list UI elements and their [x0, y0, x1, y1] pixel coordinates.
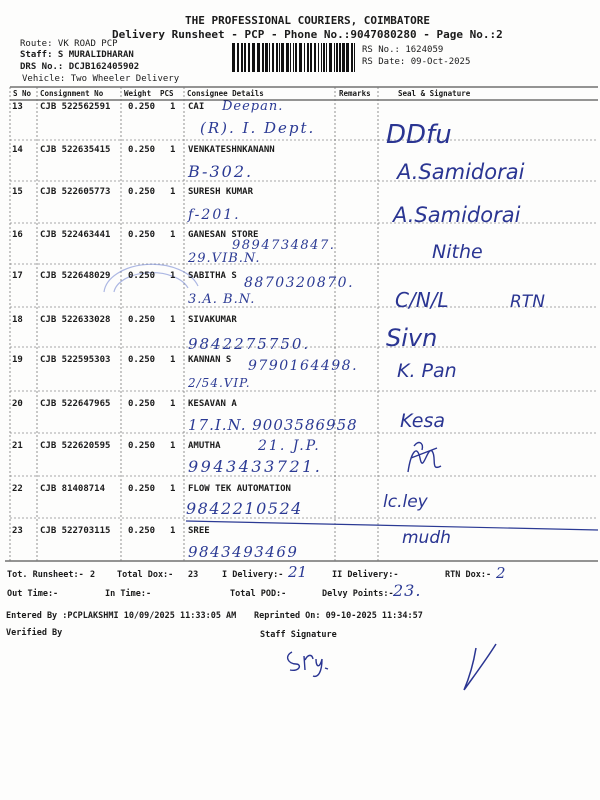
consignment-number: CJB 522648029	[40, 271, 111, 281]
barcode-bar	[286, 43, 289, 72]
pieces: 1	[170, 441, 176, 451]
return-mark: RTN	[510, 292, 545, 312]
weight: 0.250	[128, 484, 156, 494]
signature-scribble-row-21	[408, 443, 441, 472]
pieces: 1	[170, 399, 176, 409]
pieces: 1	[170, 230, 176, 240]
pieces: 1	[170, 526, 176, 536]
i-delivery-handwritten: 21	[288, 563, 308, 581]
handwritten-note: 9843493469	[188, 543, 299, 561]
entered-by: Entered By :PCPLAKSHMI 10/09/2025 11:33:05 AM	[6, 611, 237, 621]
serial-number: 20	[12, 399, 23, 409]
barcode-bar	[326, 43, 327, 72]
barcode-bar	[321, 43, 322, 72]
consignee-name: SIVAKUMAR	[188, 315, 237, 325]
barcode-bar	[269, 43, 270, 72]
weight: 0.250	[128, 441, 156, 451]
serial-number: 13	[12, 102, 23, 112]
serial-number: 14	[12, 145, 23, 155]
route: Route: VK ROAD PCP	[20, 39, 118, 49]
barcode-bar	[329, 43, 332, 72]
weight: 0.250	[128, 187, 156, 197]
weight: 0.250	[128, 526, 156, 536]
total-dox-label: Total Dox:-	[117, 570, 174, 580]
barcode-bar	[276, 43, 278, 72]
barcode-bar	[232, 43, 235, 72]
barcode-bar	[346, 43, 349, 72]
serial-number: 19	[12, 355, 23, 365]
barcode-bar	[304, 43, 305, 72]
consignment-number: CJB 522595303	[40, 355, 111, 365]
ii-delivery-label: II Delivery:-	[332, 570, 399, 580]
consignment-number: CJB 522633028	[40, 315, 111, 325]
receiver-signature: Sivn	[386, 324, 438, 352]
handwritten-note: (R). I. Dept.	[200, 119, 316, 137]
serial-number: 18	[12, 315, 23, 325]
handwritten-note: 17.I.N. 9003586958	[188, 416, 358, 434]
consignment-number: CJB 522605773	[40, 187, 111, 197]
return-mark: C/N/L	[395, 288, 449, 312]
serial-number: 15	[12, 187, 23, 197]
serial-number: 23	[12, 526, 23, 536]
consignee-name: SABITHA S	[188, 271, 237, 281]
total-pod-label: Total POD:-	[230, 589, 287, 599]
serial-number: 22	[12, 484, 23, 494]
verified-by-label: Verified By	[6, 628, 63, 638]
barcode-bar	[252, 43, 255, 72]
pieces: 1	[170, 271, 176, 281]
drs-number: DRS No.: DCJB162405902	[20, 62, 140, 72]
column-header-pcs: PCS	[160, 89, 174, 98]
rtn-dox-label: RTN Dox:-	[445, 570, 492, 580]
delivery-points-handwritten: 23.	[393, 581, 422, 600]
staff-signature-scribble	[288, 652, 328, 676]
barcode-bar	[279, 43, 280, 72]
weight: 0.250	[128, 230, 156, 240]
receiver-signature: A.Samidorai	[393, 203, 521, 227]
i-delivery-label: I Delivery:-	[222, 570, 284, 580]
in-time-label: In Time:-	[105, 589, 152, 599]
pieces: 1	[170, 145, 176, 155]
barcode	[231, 43, 357, 72]
weight: 0.250	[128, 399, 156, 409]
weight: 0.250	[128, 102, 156, 112]
consignee-name: CAI	[188, 102, 205, 112]
total-dox-value: 23	[188, 570, 199, 580]
company-name: THE PROFESSIONAL COURIERS, COIMBATORE	[185, 14, 431, 27]
barcode-bar	[314, 43, 316, 72]
consignee-name: FLOW TEK AUTOMATION	[188, 484, 291, 494]
handwritten-note: Deepan.	[222, 99, 284, 114]
barcode-bar	[244, 43, 246, 72]
handwritten-note: 8870320870.	[244, 275, 355, 291]
consignment-number: CJB 522647965	[40, 399, 111, 409]
barcode-bar	[307, 43, 309, 72]
barcode-bar	[272, 43, 274, 72]
barcode-bar	[318, 43, 319, 72]
barcode-bar	[281, 43, 284, 72]
handwritten-note: f-201.	[188, 207, 241, 223]
column-header-weight: Weight	[124, 89, 152, 98]
pen-stroke	[186, 521, 598, 530]
barcode-bar	[262, 43, 264, 72]
handwritten-note: 2/54.VIP.	[188, 376, 251, 390]
consignee-name: KESAVAN A	[188, 399, 237, 409]
column-header-consignment: Consignment No	[40, 89, 104, 98]
consignment-number: CJB 522635415	[40, 145, 111, 155]
handwritten-note: 9943433721.	[188, 457, 323, 476]
handwritten-note: 29.VIB.N.	[188, 251, 261, 266]
staff-signature-label: Staff Signature	[260, 630, 337, 640]
verification-stroke	[464, 644, 496, 690]
column-header-remarks: Remarks	[339, 89, 371, 98]
barcode-bar	[293, 43, 294, 72]
barcode-bar	[354, 43, 355, 72]
weight: 0.250	[128, 271, 156, 281]
receiver-signature: K. Pan	[397, 360, 457, 382]
handwritten-note: 9842275750.	[188, 335, 311, 353]
handwritten-note: 9842210524	[186, 499, 303, 518]
staff: Staff: S MURALIDHARAN	[20, 50, 134, 60]
barcode-bar	[339, 43, 341, 72]
pieces: 1	[170, 315, 176, 325]
column-header-consignee: Consignee Details	[187, 89, 264, 98]
total-runsheet-value: 2	[90, 570, 96, 580]
vehicle: Vehicle: Two Wheeler Delivery	[22, 74, 180, 84]
barcode-bar	[241, 43, 243, 72]
pieces: 1	[170, 187, 176, 197]
barcode-bar	[237, 43, 239, 72]
pieces: 1	[170, 484, 176, 494]
consignment-number: CJB 522703115	[40, 526, 111, 536]
receiver-signature: lc.ley	[383, 492, 428, 512]
delivery-points-label: Delvy Points:-	[322, 589, 394, 599]
receiver-signature: Nithe	[432, 241, 483, 263]
rtn-dox-handwritten: 2	[496, 564, 506, 582]
receiver-signature: Kesa	[400, 410, 446, 432]
consignee-name: SREE	[188, 526, 210, 536]
column-header-signature: Seal & Signature	[398, 89, 471, 98]
out-time-label: Out Time:-	[7, 589, 59, 599]
barcode-bar	[299, 43, 302, 72]
consignee-name: GANESAN STORE	[188, 230, 259, 240]
weight: 0.250	[128, 315, 156, 325]
consignment-number: CJB 522562591	[40, 102, 111, 112]
consignee-name: VENKATESHNKANANN	[188, 145, 275, 155]
consignment-number: CJB 522463441	[40, 230, 111, 240]
barcode-bar	[351, 43, 353, 72]
total-runsheet-label: Tot. Runsheet:-	[7, 570, 84, 580]
handwritten-note: 9894734847.	[232, 238, 336, 253]
consignment-number: CJB 81408714	[40, 484, 106, 494]
runsheet-title: Delivery Runsheet - PCP - Phone No.:9047080280 - Page No.:2	[112, 28, 503, 41]
handwritten-note: 3.A. B.N.	[188, 292, 256, 307]
reprinted-on: Reprinted On: 09-10-2025 11:34:57	[254, 611, 423, 621]
pieces: 1	[170, 102, 176, 112]
handwritten-note: 9790164498.	[248, 358, 359, 374]
serial-number: 17	[12, 271, 23, 281]
rs-date: RS Date: 09-Oct-2025	[362, 57, 471, 67]
receiver-signature: DDfu	[386, 120, 452, 150]
consignment-number: CJB 522620595	[40, 441, 111, 451]
pieces: 1	[170, 355, 176, 365]
serial-number: 21	[12, 441, 23, 451]
barcode-bar	[295, 43, 297, 72]
consignee-name: SURESH KUMAR	[188, 187, 254, 197]
handwritten-note: B-302.	[188, 162, 254, 181]
barcode-bar	[265, 43, 268, 72]
serial-number: 16	[12, 230, 23, 240]
barcode-bar	[257, 43, 260, 72]
handwritten-note: 21. J.P.	[258, 438, 321, 454]
barcode-bar	[310, 43, 312, 72]
consignee-name: KANNAN S	[188, 355, 232, 365]
receiver-signature: A.Samidorai	[397, 160, 525, 184]
rs-number: RS No.: 1624059	[362, 45, 444, 55]
consignee-name: AMUTHA	[188, 441, 221, 451]
column-header-sno: S No	[13, 89, 32, 98]
receiver-signature: mudh	[402, 528, 451, 548]
barcode-bar	[323, 43, 325, 72]
barcode-bar	[290, 43, 291, 72]
barcode-bar	[336, 43, 338, 72]
barcode-bar	[342, 43, 345, 72]
weight: 0.250	[128, 145, 156, 155]
barcode-bar	[334, 43, 335, 72]
weight: 0.250	[128, 355, 156, 365]
barcode-bar	[248, 43, 250, 72]
